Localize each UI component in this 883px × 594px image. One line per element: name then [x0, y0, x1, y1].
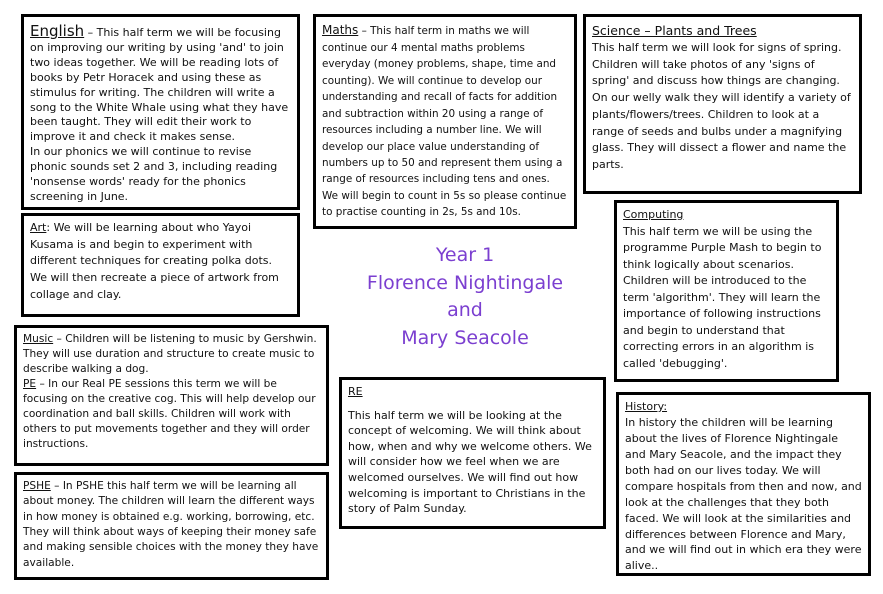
english-box	[21, 14, 300, 210]
page-title	[345, 242, 585, 352]
pe-heading: PE	[23, 378, 37, 391]
music-text	[23, 332, 320, 377]
pshe-heading: PSHE	[23, 480, 51, 492]
pe-paragraph: – In our Real PE sessions this term we will be focusing on the creative cog. This will help develop our coordination and ball skills. Children will work with others to put movements together and they will order instructions.	[23, 378, 316, 451]
science-paragraph: This half term we will look for signs of spring. Children will take photos of any 'signs of spring' and discuss how things are changing. On our welly walk they will identify a variety of plants/flowers/trees. Children to look at a range of seeds and bulbs under a magnifying glass. They will dissect a flower and name the parts.	[592, 41, 851, 172]
re-heading: RE	[348, 385, 363, 398]
maths-paragraph: – This half term in maths we will continue our 4 mental maths problems everyday (money problems, shape, time and counting). We will continue to develop our understanding and recall of facts for addition and subtraction within 20 using a range of resources including a number line. We will develop our place value understanding of numbers up to 50 and represent them using a range of resources including tens and ones. We will begin to count in 5s so please continue to practise counting in 2s, 5s and 10s.	[322, 25, 567, 219]
science-heading: Science – Plants and Trees	[592, 23, 757, 38]
computing-heading: Computing	[623, 208, 684, 221]
maths-text	[322, 21, 568, 221]
music-pe-box	[14, 325, 329, 466]
art-paragraph-2: We will then recreate a piece of artwork from collage and clay.	[30, 271, 279, 301]
pshe-text	[23, 479, 320, 571]
art-text	[30, 220, 291, 270]
re-paragraph: This half term we will be looking at the concept of welcoming. We will think about how, when and why we welcome others. We will consider how we feel when we are welcomed ourselves. We will find out how welcoming is important to Christians in the story of Palm Sunday.	[348, 408, 592, 516]
title-and: and	[447, 299, 483, 322]
art-heading: Art	[30, 221, 47, 234]
music-paragraph: – Children will be listening to music by Gershwin. They will use duration and structure to create music to describe walking a dog.	[23, 333, 317, 376]
art-paragraph-1: : We will be learning about who Yayoi Kusama is and begin to experiment with different techniques for creating polka dots.	[30, 221, 273, 268]
maths-heading: Maths	[322, 23, 359, 37]
maths-box	[313, 14, 577, 229]
computing-paragraph: This half term we will be using the programme Purple Mash to begin to think logically about scenarios. Children will be introduced to the term 'algorithm'. They will learn the importance of following instructions and begin to understand that correcting errors in an algorithm is called 'debugging'.	[623, 224, 822, 370]
english-heading: English	[30, 22, 85, 40]
english-paragraph-2: In our phonics we will continue to revise phonic sounds set 2 and 3, including reading 'nonsense words' ready for the phonics screening in June.	[30, 145, 278, 203]
music-heading: Music	[23, 333, 54, 345]
computing-box	[614, 200, 839, 382]
title-florence: Florence Nightingale	[366, 271, 564, 294]
english-paragraph-1: – This half term we will be focusing on improving our writing by using 'and' to join two ideas together. We will be reading lots of books by Petr Horacek and using these as stimulus for writing. The children will write a song to the White Whale using what they have been taught. They will edit their work to improve it and check it makes sense.	[30, 26, 289, 144]
title-mary: Mary Seacole	[401, 326, 529, 349]
history-paragraph: In history the children will be learning about the lives of Florence Nightingale and Mary Seacole, and the impact they both had on our lives today. We will compare hospitals from then and now, and look at the challenges that they both faced. We will look at the similarities and differences between Florence and Mary, and we will find out in which era they were alive..	[625, 415, 862, 573]
title-year: Year 1	[435, 244, 495, 266]
pshe-box	[14, 472, 329, 580]
pshe-paragraph: – In PSHE this half term we will be learning all about money. The children will learn the different ways in how money is obtained e.g. working, borrowing, etc. They will think about ways of keeping their money safe and making sensible choices with the money they have available.	[23, 480, 319, 569]
english-text	[30, 21, 291, 145]
re-box	[339, 377, 606, 529]
history-box	[616, 392, 871, 576]
pe-text	[23, 377, 320, 452]
science-box	[583, 14, 862, 194]
art-box	[21, 213, 300, 317]
history-heading: History:	[625, 400, 668, 413]
